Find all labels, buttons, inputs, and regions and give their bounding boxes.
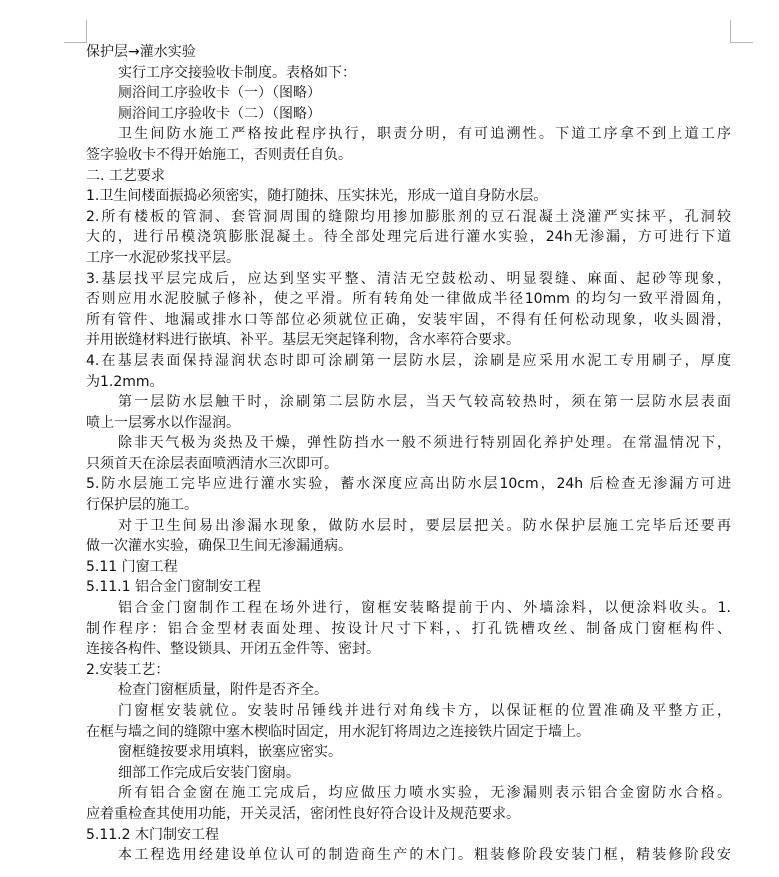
text-line: 喷上一层雾水以作湿润。 [86,414,240,431]
text-line: 5.11 门窗工程 [86,558,178,575]
text-line: 4.在基层表面保持湿润状态时即可涂刷第一层防水层，涂刷是应采用水泥工专用刷子，厚度 [86,352,731,369]
text-line: 并用嵌缝材料进行嵌填、补平。基层无突起锋利物，含水率符合要求。 [86,332,520,349]
text-line: 所有管件、地漏或排水口等部位必须就位正确，安装牢固，不得有任何松动现象，收头圆滑， [86,311,731,328]
text-line: 5.11.2 木门制安工程 [86,826,219,843]
text-line: 厕浴间工序验收卡（二）（图略） [118,105,321,122]
text-line: 做一次灌水实验，确保卫生间无渗漏通病。 [86,538,352,555]
text-line: 第一层防水层触干时，涂刷第二层防水层，当天气较高较热时，须在第一层防水层表面 [118,394,731,411]
text-line: 卫生间防水施工严格按此程序执行，职责分明，有可追溯性。下道工序拿不到上道工序 [118,126,731,143]
text-line: 所有铝合金窗在施工完成后，均应做压力喷水实验，无渗漏则表示铝合金窗防水合格。 [118,785,731,802]
page-corner-mark-top-left [64,20,87,43]
text-line: 2.安装工艺： [86,661,170,678]
text-line: 实行工序交接验收卡制度。表格如下： [118,64,356,81]
text-line: 5.11.1 铝合金门窗制安工程 [86,579,261,596]
text-line: 连接各构件、整设锁具、开闭五金件等、密封。 [86,641,380,658]
page-corner-mark-top-right [730,20,753,43]
text-line: 对于卫生间易出渗漏水现象，做防水层时，要层层把关。防水保护层施工完毕后还要再 [118,517,731,534]
text-line: 厕浴间工序验收卡（一）（图略） [118,85,321,102]
text-line: 窗框缝按要求用填料，嵌塞应密实。 [118,744,342,761]
text-line: 只须首天在涂层表面喷洒清水三次即可。 [86,455,338,472]
text-line: 铝合金门窗制作工程在场外进行，窗框安装略提前于内、外墙涂料，以便涂料收头。1. [118,600,731,617]
text-line: 否则应用水泥胶腻子修补，使之平滑。所有转角处一律做成半径10mm 的均匀一致平滑圆角， [86,291,731,308]
text-line: 本工程选用经建设单位认可的制造商生产的木门。粗装修阶段安装门框，精装修阶段安 [118,847,731,864]
document-body[interactable] [86,42,731,866]
text-line: 大的，进行吊模浇筑膨胀混凝土。待全部处理完后进行灌水实验，24h无渗漏，方可进行下道 [86,229,731,246]
text-line: 二. 工艺要求 [86,167,165,184]
text-line: 签字验收卡不得开始施工，否则责任自负。 [86,146,352,163]
text-line: 门窗框安装就位。安装时吊锤线并进行对角线卡方，以保证框的位置准确及平整方正， [118,703,731,719]
text-line: 保护层→灌水实验 [86,44,196,60]
text-line: 行保护层的施工。 [86,497,198,514]
text-line: 2.所有楼板的管洞、套管洞周围的缝隙均用掺加膨胀剂的豆石混凝土浇灌严实抹平，孔洞较 [86,208,731,225]
text-line: 5.防水层施工完毕应进行灌水实验，蓄水深度应高出防水层10cm，24h 后检查无渗漏方可进 [86,476,731,493]
text-line: 1.卫生间楼面振捣必须密实，随打随抹、压实抹光，形成一道自身防水层。 [86,188,548,205]
text-line: 3.基层找平层完成后，应达到坚实平整、清洁无空鼓松动、明显裂缝、麻面、起砂等现象， [86,270,731,287]
text-line: 工序一水泥砂浆找平层。 [86,249,240,266]
text-line: 检查门窗框质量，附件是否齐全。 [118,682,328,699]
text-line: 应着重检查其使用功能，开关灵活，密闭性良好符合设计及规范要求。 [86,805,520,822]
text-line: 为1.2mm。 [86,373,164,390]
text-line: 在框与墙之间的缝隙中塞木楔临时固定，用水泥钉将周边之连接铁片固定于墙上。 [86,723,590,740]
text-line: 细部工作完成后安装门窗扇。 [118,764,300,781]
text-line: 除非天气极为炎热及干燥，弹性防挡水一般不须进行特别固化养护处理。在常温情况下， [118,435,731,452]
text-line: 制作程序：铝合金型材表面处理、按设计尺寸下料，、打孔铣槽攻丝、制备成门窗框构件、 [86,620,731,637]
